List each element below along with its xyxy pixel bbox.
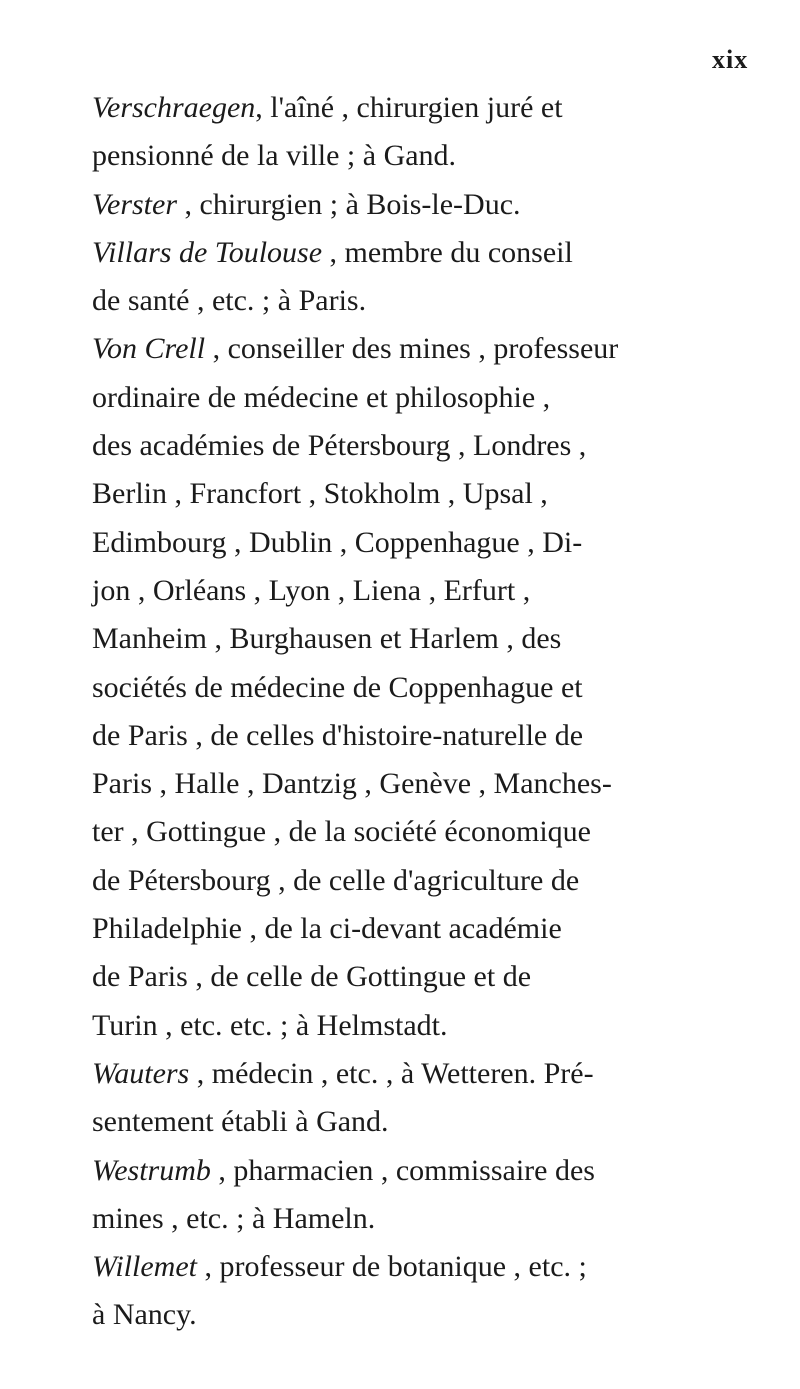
entry-text: , professeur de botanique , etc. ; — [196, 1250, 587, 1284]
entry-line: de Paris , de celles d'histoire-naturelle de — [92, 718, 584, 752]
entry-line: de Pétersbourg , de celle d'agriculture de — [92, 863, 580, 897]
entry-text: , l'aîné , chirurgien juré et — [255, 91, 563, 124]
entry-line: Philadelphie , de la ci-devant académie — [92, 912, 562, 946]
entry-name: Von Crell — [92, 332, 206, 366]
list-item — [92, 229, 752, 326]
entry-line: sentement établi à Gand. — [92, 1105, 389, 1139]
entry-line — [92, 1147, 752, 1195]
entry-text: , membre du conseil — [322, 235, 573, 269]
entry-line — [92, 84, 752, 132]
list-item — [92, 325, 752, 1049]
entry-line — [92, 229, 752, 277]
entry-line: sociétés de médecine de Coppenhague et — [92, 670, 583, 704]
entry-line: de Paris , de celle de Gottingue et de — [92, 960, 532, 994]
entry-line: Edimbourg , Dublin , Coppenhague , Di- — [92, 525, 583, 559]
entry-name: Willemet — [92, 1250, 197, 1284]
entry-name: Villars de Toulouse — [92, 235, 323, 269]
list-item — [92, 1050, 752, 1147]
entry-line: de santé , etc. ; à Paris. — [92, 284, 367, 318]
list-item — [92, 1147, 752, 1244]
entry-line — [92, 325, 752, 373]
entry-line: ordinaire de médecine et philosophie , — [92, 380, 551, 414]
entry-name: Verschraegen — [92, 91, 256, 124]
entry-name: Westrumb — [92, 1153, 211, 1187]
list-item — [92, 181, 752, 229]
entry-line — [92, 1243, 752, 1291]
entry-line: Turin , etc. etc. ; à Helmstadt. — [92, 1008, 448, 1042]
entry-text: , chirurgien ; à Bois-le-Duc. — [177, 187, 521, 221]
entry-line: jon , Orléans , Lyon , Liena , Erfurt , — [92, 573, 531, 607]
entry-name: Verster — [92, 187, 177, 221]
entry-line — [92, 1050, 752, 1098]
entry-list — [92, 84, 752, 1340]
entry-line: pensionné de la ville ; à Gand. — [92, 139, 457, 173]
entry-line — [92, 181, 752, 229]
list-item — [92, 1243, 752, 1340]
entry-text: , pharmacien , commissaire des — [210, 1153, 595, 1187]
entry-line: des académies de Pétersbourg , Londres , — [92, 429, 587, 463]
entry-line: mines , etc. ; à Hameln. — [92, 1201, 376, 1235]
entry-line: Manheim , Burghausen et Harlem , des — [92, 622, 562, 656]
page-number: xix — [712, 45, 749, 74]
entry-line: Berlin , Francfort , Stokholm , Upsal , — [92, 477, 548, 511]
entry-line: Paris , Halle , Dantzig , Genève , Manches- — [92, 767, 612, 801]
entry-line: ter , Gottingue , de la société économique — [92, 815, 591, 849]
entry-text: , conseiller des mines , professeur — [205, 332, 619, 366]
entry-line: à Nancy. — [92, 1298, 197, 1332]
entry-name: Wauters — [92, 1056, 190, 1090]
entry-text: , médecin , etc. , à Wetteren. Pré- — [189, 1056, 594, 1090]
list-item — [92, 84, 752, 181]
